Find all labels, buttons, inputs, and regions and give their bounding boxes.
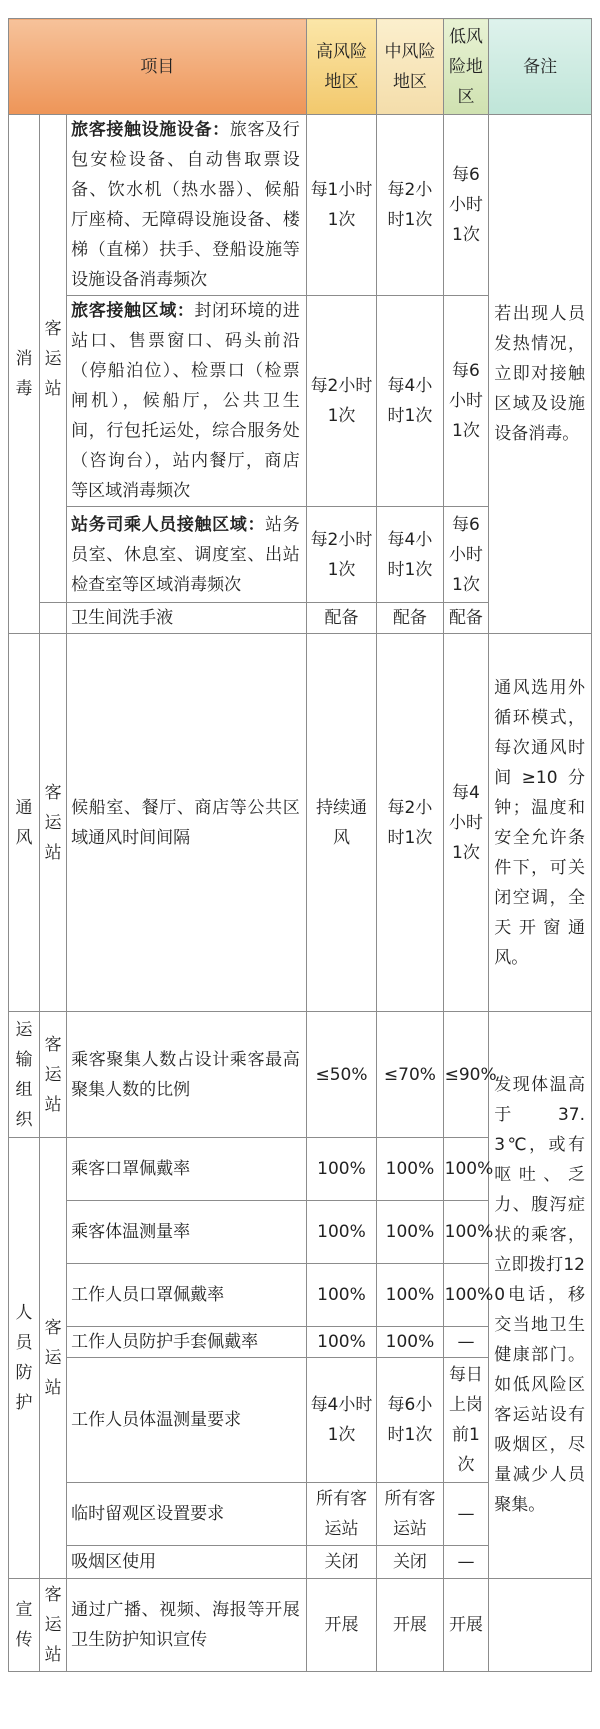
risk-level-table	[8, 18, 592, 1672]
empty-cell	[40, 603, 67, 634]
item-desc: 吸烟区使用	[67, 1546, 307, 1579]
value-low: 每4小时1次	[443, 634, 489, 1012]
value-high: 每4小时1次	[306, 1358, 377, 1483]
value-mid: 100%	[377, 1264, 443, 1327]
item-desc: 临时留观区设置要求	[67, 1483, 307, 1546]
value-high: 持续通风	[306, 634, 377, 1012]
value-low: 100%	[443, 1201, 489, 1264]
header-item: 项目	[9, 19, 307, 115]
category-disinfect: 消毒	[9, 115, 40, 634]
item-desc: 站务员室、休息室、调度室、出站检查室等区域消毒频次	[71, 514, 300, 595]
station-label: 客运站	[40, 1012, 67, 1138]
item-desc: 卫生间洗手液	[67, 603, 307, 634]
value-mid: 每4小时1次	[377, 296, 443, 507]
station-label: 客运站	[40, 1138, 67, 1579]
value-mid: 每2小时1次	[377, 634, 443, 1012]
value-mid: 每6小时1次	[377, 1358, 443, 1483]
category-protection: 人员防护	[9, 1138, 40, 1579]
item-desc: 候船室、餐厅、商店等公共区域通风时间间隔	[67, 634, 307, 1012]
header-note: 备注	[489, 19, 592, 115]
value-high: 每1小时1次	[306, 115, 377, 296]
value-mid: 所有客运站	[377, 1483, 443, 1546]
item-desc: 乘客口罩佩戴率	[67, 1138, 307, 1201]
station-label: 客运站	[40, 1579, 67, 1672]
note-ventilation: 通风选用外循环模式，每次通风时间≥10分钟；温度和安全允许条件下，可关闭空调，全天开窗通风。	[489, 634, 592, 1012]
header-row	[9, 19, 592, 115]
value-low: —	[443, 1327, 489, 1358]
header-mid-risk: 中风险地区	[377, 19, 443, 115]
item-title: 站务司乘人员接触区域：	[71, 514, 266, 535]
item-desc: 乘客体温测量率	[67, 1201, 307, 1264]
item-desc: 工作人员口罩佩戴率	[67, 1264, 307, 1327]
item-desc: 工作人员体温测量要求	[67, 1358, 307, 1483]
station-label: 客运站	[40, 634, 67, 1012]
item-desc: 通过广播、视频、海报等开展卫生防护知识宣传	[67, 1579, 307, 1672]
value-mid: 100%	[377, 1138, 443, 1201]
value-high: 100%	[306, 1138, 377, 1201]
value-high: ≤50%	[306, 1012, 377, 1138]
item-desc: 工作人员防护手套佩戴率	[67, 1327, 307, 1358]
note-protection: 发现体温高于37.3℃，或有呕吐、乏力、腹泻症状的乘客，立即拨打120电话，移交当地卫生健康部门。如低风险区客运站设有吸烟区，尽量减少人员聚集。	[489, 1012, 592, 1579]
item-cell	[67, 296, 307, 507]
value-mid: 100%	[377, 1327, 443, 1358]
category-publicity: 宣传	[9, 1579, 40, 1672]
value-low: 每日上岗前1次	[443, 1358, 489, 1483]
value-high: 100%	[306, 1327, 377, 1358]
value-mid: 每4小时1次	[377, 507, 443, 603]
value-mid: 开展	[377, 1579, 443, 1672]
table-row	[9, 1579, 592, 1672]
value-high: 关闭	[306, 1546, 377, 1579]
category-transport: 运输组织	[9, 1012, 40, 1138]
item-cell	[67, 507, 307, 603]
header-low-risk: 低风险地区	[443, 19, 489, 115]
table-row	[9, 115, 592, 296]
value-low: 每6小时1次	[443, 296, 489, 507]
category-ventilation: 通风	[9, 634, 40, 1012]
value-high: 每2小时1次	[306, 507, 377, 603]
value-low: 100%	[443, 1264, 489, 1327]
value-low: —	[443, 1483, 489, 1546]
item-cell	[67, 115, 307, 296]
item-title: 旅客接触设施设备：	[71, 120, 230, 140]
item-desc: 旅客及行包安检设备、自动售取票设备、饮水机（热水器）、候船厅座椅、无障碍设施设备、楼梯（直梯）扶手、登船设施等设施设备消毒频次	[71, 120, 300, 290]
value-low: 100%	[443, 1138, 489, 1201]
table-row	[9, 634, 592, 1012]
header-high-risk: 高风险地区	[306, 19, 377, 115]
value-low: ≤90%	[443, 1012, 489, 1138]
value-high: 100%	[306, 1264, 377, 1327]
item-desc: 乘客聚集人数占设计乘客最高聚集人数的比例	[67, 1012, 307, 1138]
value-mid: 每2小时1次	[377, 115, 443, 296]
value-high: 100%	[306, 1201, 377, 1264]
station-label: 客运站	[40, 115, 67, 603]
value-high: 开展	[306, 1579, 377, 1672]
value-high: 每2小时1次	[306, 296, 377, 507]
value-mid: 配备	[377, 603, 443, 634]
value-low: 开展	[443, 1579, 489, 1672]
value-mid: 100%	[377, 1201, 443, 1264]
value-low: 配备	[443, 603, 489, 634]
value-mid: 关闭	[377, 1546, 443, 1579]
item-title: 旅客接触区域：	[71, 301, 195, 321]
value-mid: ≤70%	[377, 1012, 443, 1138]
value-high: 所有客运站	[306, 1483, 377, 1546]
value-high: 配备	[306, 603, 377, 634]
value-low: 每6小时1次	[443, 507, 489, 603]
empty-cell	[489, 1579, 592, 1672]
item-desc: 封闭环境的进站口、售票窗口、码头前沿（停船泊位）、检票口（检票闸机），候船厅，公共卫生间，行包托运处，综合服务处（咨询台），站内餐厅，商店等区域消毒频次	[71, 301, 300, 501]
note-disinfect: 若出现人员发热情况，立即对接触区域及设施设备消毒。	[489, 115, 592, 634]
value-low: —	[443, 1546, 489, 1579]
value-low: 每6小时1次	[443, 115, 489, 296]
table-row	[9, 1012, 592, 1138]
